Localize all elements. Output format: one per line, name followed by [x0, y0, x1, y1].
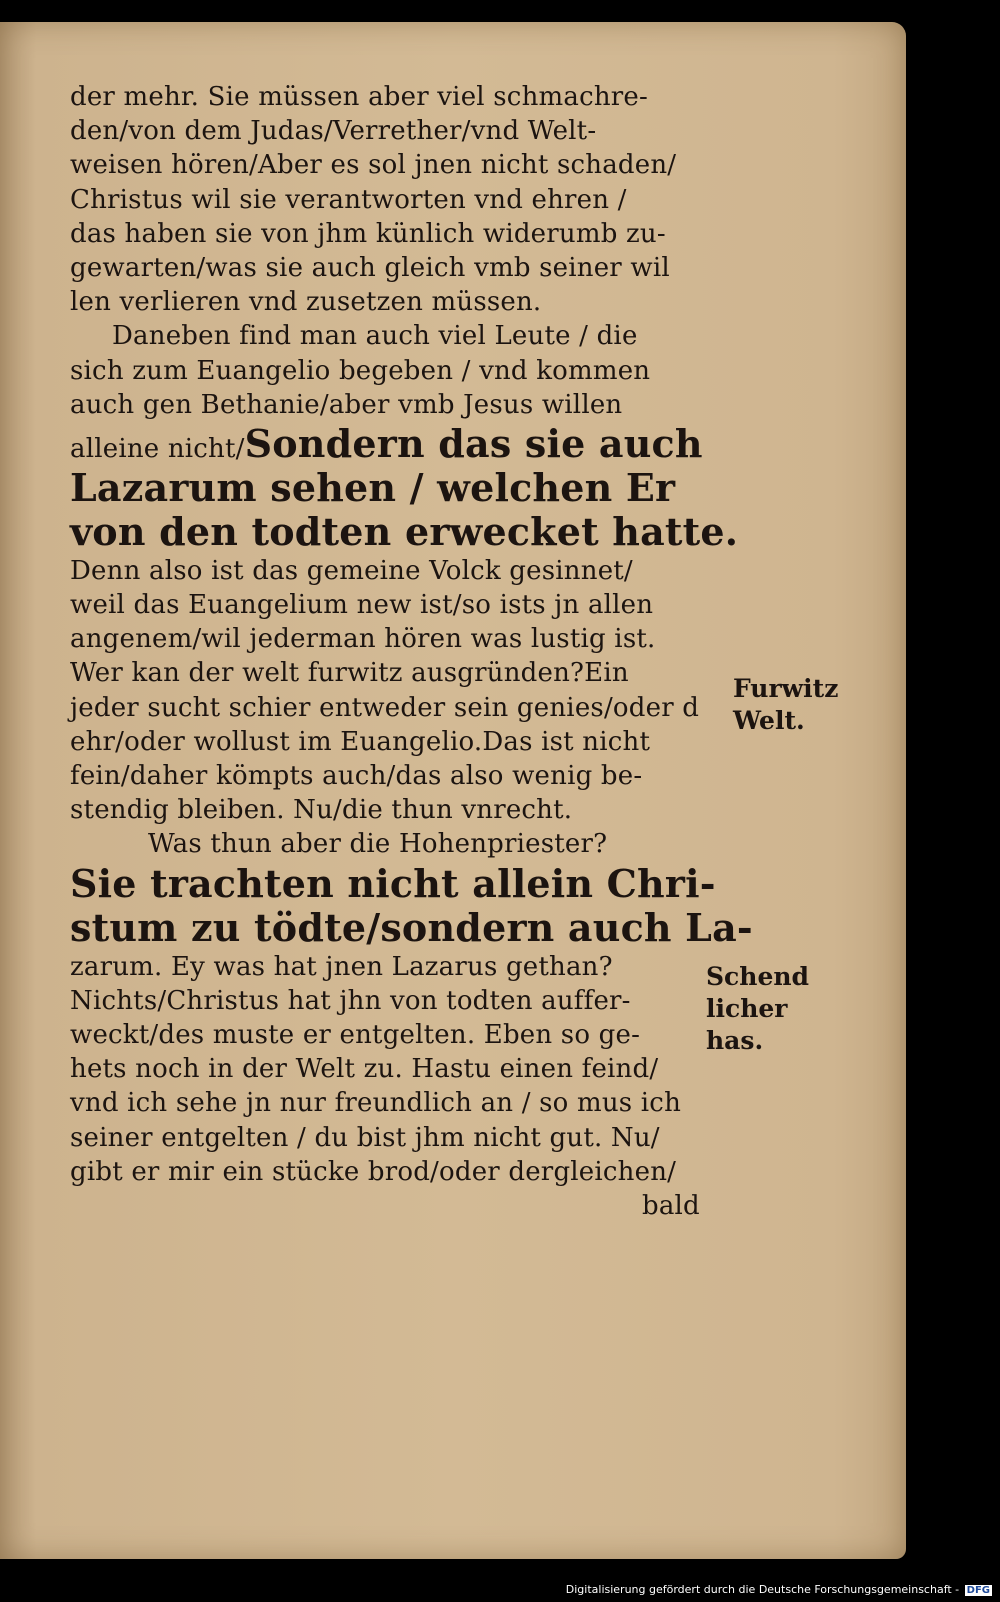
text-line: Wer kan der welt furwitz ausgründen?Ein — [70, 658, 629, 689]
text-line: auch gen Bethanie/aber vmb Jesus willen — [70, 389, 623, 420]
text-line: weisen hören/Aber es sol jnen nicht schaden/ — [70, 150, 677, 181]
text-line: ehr/oder wollust im Euangelio.Das ist nicht — [70, 726, 651, 757]
emphasis-line: von den todten erwecket hatte. — [70, 508, 739, 554]
dfg-logo: DFG — [966, 1585, 990, 1596]
text-line: len verlieren vnd zusetzen müssen. — [70, 287, 542, 318]
marginal-note-line: Furwitz — [733, 674, 839, 703]
text-line: weil das Euangelium new ist/so ists jn allen — [70, 590, 654, 621]
text-line: angenem/wil jederman hören was lustig ist. — [70, 624, 656, 655]
text-line: sich zum Euangelio begeben / vnd kommen — [70, 355, 651, 386]
text-line: alleine nicht/ — [70, 433, 245, 464]
marginal-note-line: has. — [706, 1026, 764, 1055]
marginal-note-line: Schend — [706, 962, 810, 991]
text-line: hets noch in der Welt zu. Hastu einen feind/ — [70, 1054, 659, 1085]
text-line: das haben sie von jhm künlich widerumb zu- — [70, 218, 666, 249]
marginal-note-line: Welt. — [733, 706, 805, 735]
text-line: weckt/des muste er entgelten. Eben so ge- — [70, 1019, 641, 1050]
text-line: Daneben find man auch viel Leute / die — [112, 321, 638, 352]
text-line: Denn also ist das gemeine Volck gesinnet/ — [70, 555, 633, 586]
text-line: gibt er mir ein stücke brod/oder dergleichen/ — [70, 1156, 677, 1187]
text-line: der mehr. Sie müssen aber viel schmachre- — [70, 82, 648, 112]
text-line: stendig bleiben. Nu/die thun vnrecht. — [70, 795, 573, 826]
emphasis-text: Sondern das sie auch — [244, 420, 703, 466]
text-line-mixed — [70, 422, 710, 466]
emphasis-line: Lazarum sehen / welchen Er — [70, 464, 676, 510]
text-line: den/von dem Judas/Verrether/vnd Welt- — [70, 116, 597, 147]
marginal-note-line: licher — [706, 994, 788, 1023]
marginal-note — [706, 961, 809, 1057]
book-page — [0, 22, 906, 1559]
emphasis-line: stum zu tödte/sondern auch La- — [70, 904, 753, 950]
text-line: gewarten/was sie auch gleich vmb seiner wil — [70, 252, 670, 283]
text-line: Christus wil sie verantworten vnd ehren / — [70, 184, 627, 215]
digitization-footer — [566, 1583, 992, 1596]
footer-text: Digitalisierung gefördert durch die Deutsche Forschungsgemeinschaft - — [565, 1583, 960, 1596]
text-line: zarum. Ey was hat jnen Lazarus gethan? — [70, 951, 613, 982]
text-line: jeder sucht schier entweder sein genies/oder d — [70, 692, 700, 723]
text-line: vnd ich sehe jn nur freundlich an / so mus ich — [70, 1088, 682, 1119]
marginal-note — [733, 673, 838, 737]
emphasis-line: Sie trachten nicht allein Chri- — [70, 860, 716, 906]
catchword: bald — [642, 1190, 700, 1221]
text-line: fein/daher kömpts auch/das also wenig be- — [70, 761, 643, 791]
text-line: Nichts/Christus hat jhn von todten auffer- — [70, 985, 631, 1016]
text-line: seiner entgelten / du bist jhm nicht gut. Nu/ — [70, 1122, 660, 1153]
text-line: Was thun aber die Hohenpriester? — [148, 829, 608, 860]
